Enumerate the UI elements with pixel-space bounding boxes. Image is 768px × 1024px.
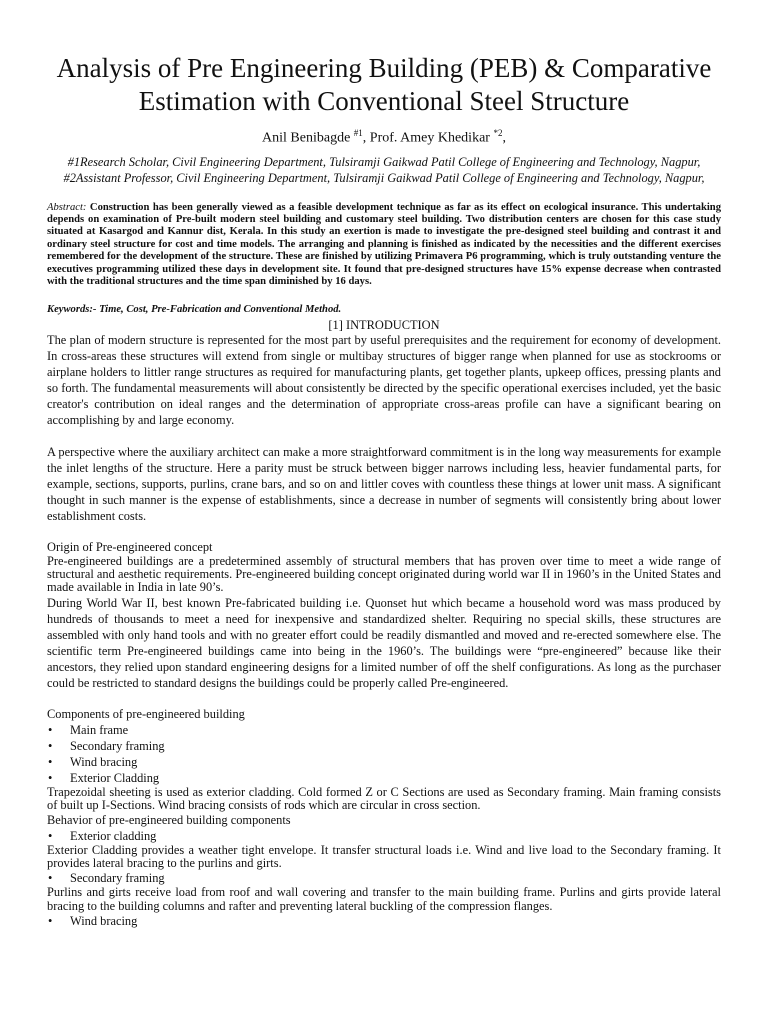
origin-paragraph-2: During World War II, best known Pre-fabricated building i.e. Quonset hut which became a household word was mass produced by hundreds of thousands to meet a need for inexpensive and standardized shelter. Requiring no special skills, these structures are assembled with only hand tools and with no greater effort could be readily dismantled and moved and re-erected somewhere else. The scientific term Pre-engineered buildings came into being in the 1960’s. The buildings were “pre-engineered” because like their ancestors, they relied upon standard engineering designs for a limited number of off the shelf configurations. As long as the purchaser could be restricted to standard designs the buildings could be properly called Pre-engineered. bbox=[47, 595, 721, 690]
list-item: • Secondary framing bbox=[48, 871, 165, 886]
list-item: • Exterior cladding bbox=[48, 828, 157, 843]
abstract bbox=[47, 202, 721, 289]
author-line bbox=[47, 124, 721, 148]
components-paragraph: Trapezoidal sheeting is used as exterior cladding. Cold formed Z or C Sections are used as Secondary framing. Main framing consists of built up I-Sections. Wind bracing consists of rods which are circular in cross section. bbox=[47, 784, 721, 813]
author-2: , Prof. Amey Khedikar bbox=[362, 130, 494, 146]
author-1-mark: #1 bbox=[353, 128, 363, 138]
list-item: • Exterior Cladding bbox=[48, 770, 160, 785]
bullet-icon: • bbox=[48, 914, 53, 929]
origin-heading: Origin of Pre-engineered concept bbox=[47, 539, 213, 554]
bullet-icon: • bbox=[48, 770, 53, 785]
abstract-label: Abstract: bbox=[47, 201, 87, 213]
paper-title: Analysis of Pre Engineering Building (PEB) & Comparative Estimation with Conventional Steel Structure bbox=[56, 53, 712, 116]
introduction-heading: [1] INTRODUCTION bbox=[328, 317, 440, 332]
intro-paragraph-2: A perspective where the auxiliary architect can make a more straightforward commitment is in the long way measurements for example the inlet lengths of the structure. Here a parity must be struck between bigger narrows including less, heavier fundamental parts, for example, sections, supports, purlins, crane bars, and so on and littler coves with countless these things at lower unit mass. A significant thought in such manner is the expense of establishments, since a decrease in number of segments will consistently bring about lower establishment costs. bbox=[47, 444, 721, 523]
list-item: • Wind bracing bbox=[48, 914, 138, 929]
list-item: • Wind bracing bbox=[48, 754, 138, 769]
cladding-paragraph: Exterior Cladding provides a weather tight envelope. It transfer structural loads i.e. Wind and live load to the Secondary framing. It provides lateral bracing to the purlins and girts. bbox=[47, 842, 721, 870]
author-1: Anil Benibagde bbox=[262, 130, 354, 146]
intro-paragraph-1: The plan of modern structure is represented for the most part by useful prerequisites and the requirement for economy of development. In cross-areas these structures will extend from single or multibay structures of bigger range when planned for use as stockrooms or airplane holders to littler range structures as required for manufacturing plants, get together plants, upkeep offices, pressing plants and so forth. The fundamental measurements will about consistently be directed by the specific operational exercises included, yet the basic creator's contribution on ideal ranges and the determination of appropriate cross-areas profile can have a significant bearing on accomplishing by and large economy. bbox=[47, 332, 721, 427]
author-line-end: , bbox=[502, 130, 506, 146]
bullet-icon: • bbox=[48, 738, 53, 753]
bullet-icon: • bbox=[48, 828, 53, 843]
components-list bbox=[47, 722, 721, 786]
secondary-framing-paragraph: Purlins and girts receive load from roof and wall covering and transfer to the main building frame. Purlins and girts provide lateral bracing to the building columns and rafter and preventing lateral buckling of the compression flanges. bbox=[47, 885, 721, 913]
behavior-list-1 bbox=[47, 828, 721, 844]
list-item: • Secondary framing bbox=[48, 738, 165, 753]
keywords: Keywords:- Time, Cost, Pre-Fabrication and Conventional Method. bbox=[47, 303, 342, 315]
affiliation-2: #2Assistant Professor, Civil Engineering Department, Tulsiramji Gaikwad Patil College of Engineering and Technology, Nagpur, bbox=[63, 170, 705, 185]
origin-paragraph-1: Pre-engineered buildings are a predetermined assembly of structural members that has proven over time to meet a wide range of structural and aesthetic requirements. Pre-engineered building concept originated during world war II in 1960’s in the United States and made available in India in late 90’s. bbox=[47, 553, 721, 595]
author-2-mark: *2 bbox=[493, 128, 503, 138]
list-item: • Main frame bbox=[48, 722, 129, 737]
abstract-text: Construction has been generally viewed as a feasible development technique as far as its effect on ecological insurance. This undertaking depends on examination of Pre-built modern steel building and customary steel building. Two distribution centers are chosen for this case study situated at Kasargod and Kannur dist, Kerala. In this study an exertion is made to investigate the pre-designed steel building and contrast it and ordinary steel structure for cost and time models. The arranging and planning is finished as indicated by the necessities and the different exercises remembered for the development of the structure. These are finished by utilizing Primavera P6 programming, which is truly outstanding venture the executives programming utilized these days in development site. It found that pre-designed structures have 15% expense decrease when contrasted with the traditional structures and the time span diminished by 16 days. bbox=[47, 201, 721, 288]
bullet-icon: • bbox=[48, 722, 53, 737]
behavior-heading: Behavior of pre-engineered building components bbox=[47, 812, 291, 827]
affiliation-1: #1Research Scholar, Civil Engineering Department, Tulsiramji Gaikwad Patil College of Engineering and Technology, Nagpur, bbox=[67, 154, 701, 169]
bullet-icon: • bbox=[48, 754, 53, 769]
bullet-icon: • bbox=[48, 871, 53, 886]
components-heading: Components of pre-engineered building bbox=[47, 706, 245, 721]
behavior-list-3 bbox=[47, 913, 721, 929]
behavior-list-2 bbox=[47, 870, 721, 886]
